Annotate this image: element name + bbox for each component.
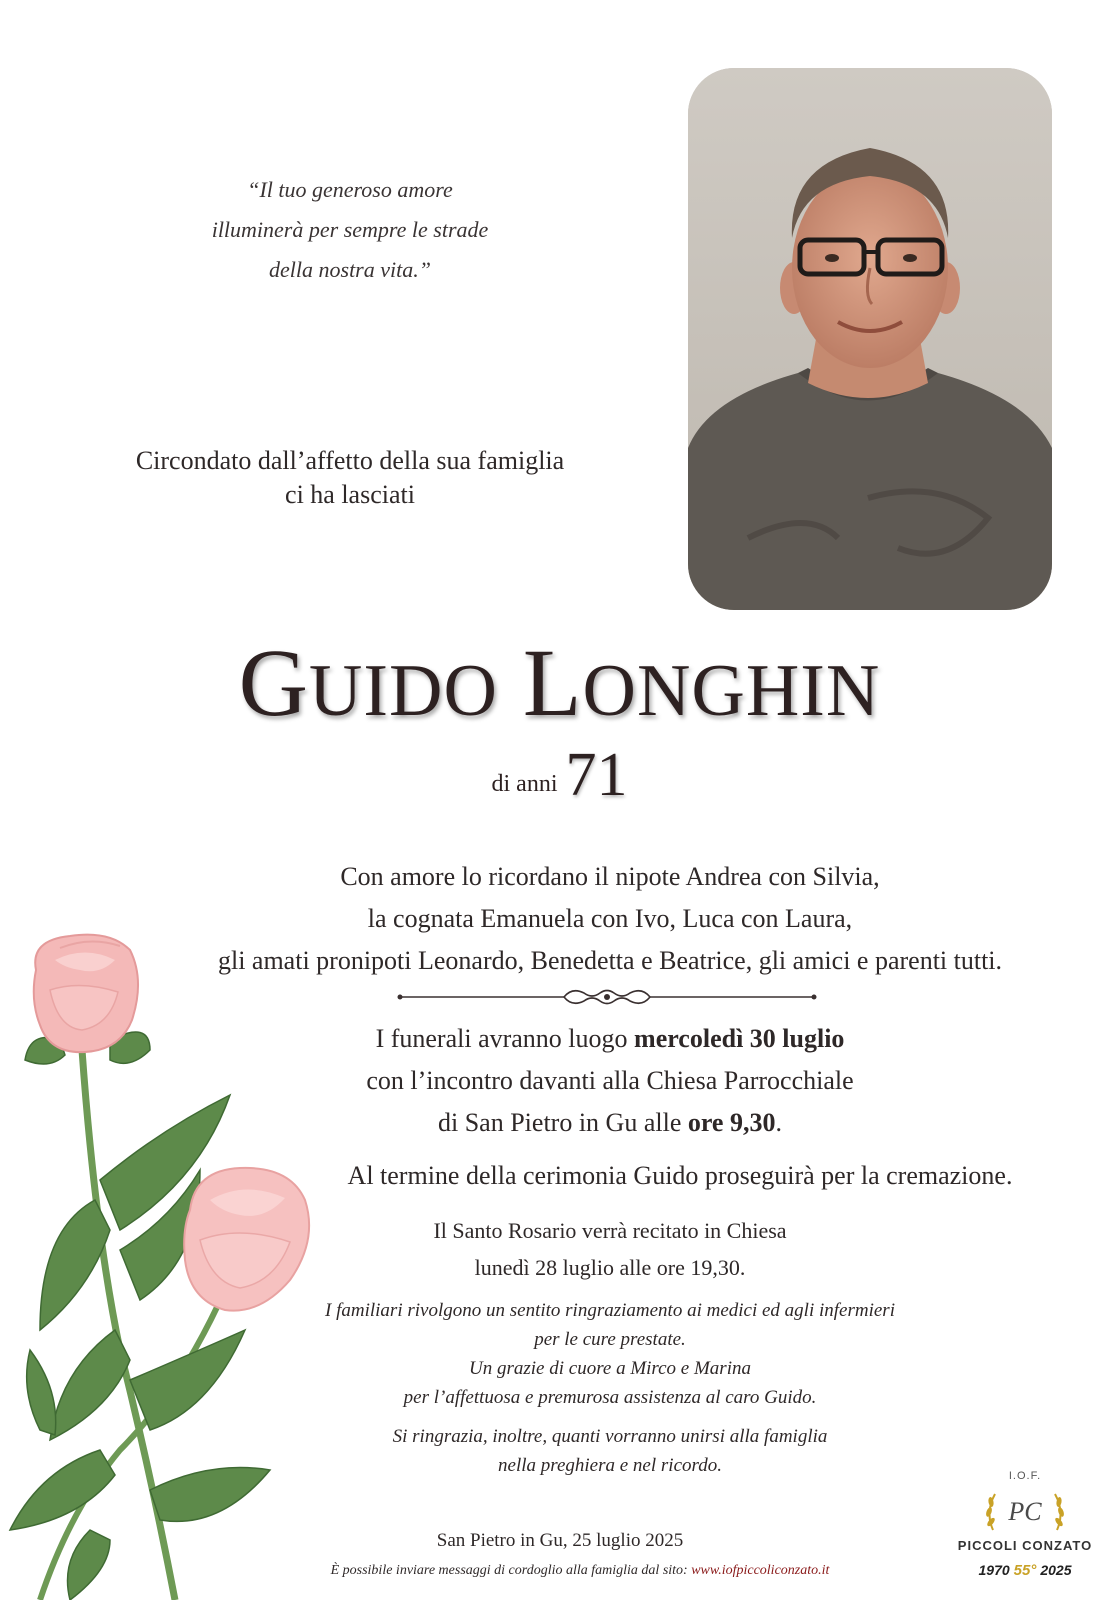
pink-roses-illustration bbox=[0, 930, 320, 1600]
place-date: San Pietro in Gu, 25 luglio 2025 bbox=[436, 1530, 684, 1551]
funeral-line-1 bbox=[210, 1018, 1010, 1060]
funeral-line-3 bbox=[210, 1102, 1010, 1144]
deceased-name bbox=[0, 628, 1119, 746]
last-name-rest: ONGHIN bbox=[582, 650, 881, 732]
thanks-line: Un grazie di cuore a Mirco e Marina bbox=[469, 1358, 751, 1379]
intro-line: ci ha lasciati bbox=[285, 480, 415, 509]
logo-anniversary: 55° bbox=[1013, 1562, 1037, 1579]
epigraph-quote bbox=[120, 170, 580, 290]
site-url[interactable]: www.iofpiccoliconzato.it bbox=[691, 1563, 830, 1578]
funeral-text: I funerali avranno luogo bbox=[375, 1024, 628, 1053]
rosary-line: Il Santo Rosario verrà recitato in Chiesa bbox=[433, 1218, 787, 1243]
last-name-initial: L bbox=[522, 629, 583, 736]
funeral-info bbox=[210, 1018, 1010, 1144]
logo-iof: I.O.F. bbox=[1008, 1470, 1042, 1482]
portrait-photo bbox=[688, 68, 1052, 610]
rosary-line: lunedì 28 luglio alle ore 19,30. bbox=[474, 1255, 746, 1280]
portrait-illustration bbox=[688, 68, 1052, 610]
funeral-text: . bbox=[775, 1108, 782, 1137]
thanks-line: per l’affettuosa e premurosa assistenza al caro Guido. bbox=[403, 1387, 817, 1408]
thanks-line: I familiari rivolgono un sentito ringraziamento ai medici ed agli infermieri bbox=[325, 1300, 895, 1321]
funeral-date: mercoledì 30 luglio bbox=[634, 1024, 845, 1053]
age-line bbox=[0, 740, 1119, 811]
quote-line: illuminerà per sempre le strade bbox=[211, 217, 489, 242]
laurel-monogram-icon bbox=[983, 1486, 1067, 1536]
quote-line: “Il tuo generoso amore bbox=[247, 177, 453, 202]
intro-text bbox=[90, 444, 610, 512]
age-value: 71 bbox=[565, 741, 628, 809]
funeral-home-logo bbox=[950, 1466, 1100, 1592]
site-text: È possibile inviare messaggi di cordoglio alla famiglia dal sito: bbox=[330, 1563, 688, 1578]
mourners-line: la cognata Emanuela con Ivo, Luca con Laura, bbox=[367, 904, 853, 933]
intro-line: Circondato dall’affetto della sua famiglia bbox=[135, 446, 565, 475]
thanks-text bbox=[220, 1296, 1000, 1480]
ornament-divider bbox=[396, 985, 818, 1009]
first-name-initial: G bbox=[238, 629, 309, 736]
closing-line: Si ringrazia, inoltre, quanti vorranno unirsi alla famiglia bbox=[392, 1426, 828, 1447]
closing-line: nella preghiera e nel ricordo. bbox=[498, 1455, 722, 1476]
logo-monogram: PC bbox=[1008, 1497, 1042, 1526]
funeral-line-2: con l’incontro davanti alla Chiesa Parrocchiale bbox=[366, 1066, 854, 1095]
logo-year-end: 2025 bbox=[1040, 1562, 1072, 1578]
cremation-note: Al termine della cerimonia Guido proseguirà per la cremazione. bbox=[347, 1161, 1013, 1190]
rosary-info bbox=[300, 1212, 920, 1286]
logo-years bbox=[950, 1562, 1100, 1579]
funeral-text: di San Pietro in Gu alle bbox=[438, 1108, 682, 1137]
mourners-line: Con amore lo ricordano il nipote Andrea con Silvia, bbox=[340, 862, 880, 891]
first-name-rest: UIDO bbox=[308, 650, 498, 732]
logo-brand: PICCOLI CONZATO bbox=[957, 1538, 1093, 1553]
funeral-time: ore 9,30 bbox=[687, 1108, 776, 1137]
thanks-line: per le cure prestate. bbox=[534, 1329, 686, 1350]
mourners-line: gli amati pronipoti Leonardo, Benedetta e Beatrice, gli amici e parenti tutti. bbox=[217, 946, 1003, 975]
logo-year-start: 1970 bbox=[978, 1562, 1010, 1578]
quote-line: della nostra vita.” bbox=[269, 257, 431, 282]
age-label: di anni bbox=[491, 771, 558, 797]
